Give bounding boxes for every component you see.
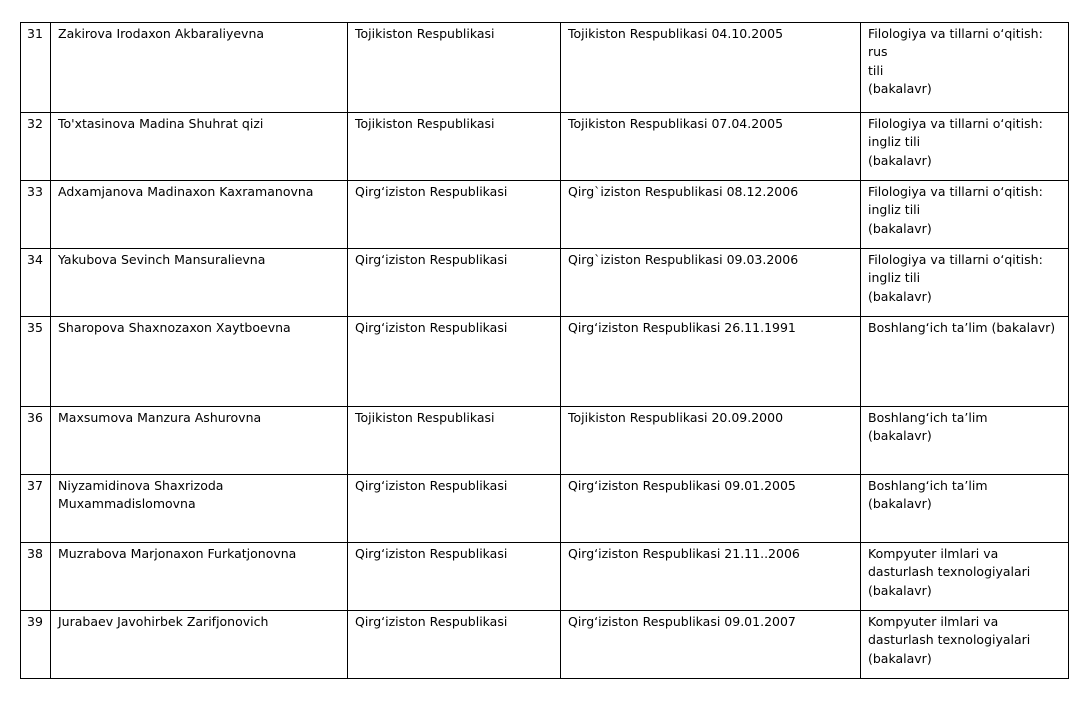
study-program-line: tili xyxy=(868,62,884,78)
table-row xyxy=(21,475,1069,543)
citizenship: Tojikiston Respublikasi xyxy=(348,407,561,475)
study-program-line: Boshlang‘ich ta’lim (bakalavr) xyxy=(868,320,1056,335)
study-program xyxy=(861,611,1069,679)
study-program-line: Filologiya va tillarni o‘qitish: rus xyxy=(868,26,1043,60)
student-name: To'xtasinova Madina Shuhrat qizi xyxy=(51,113,348,181)
birth-place-date: Tojikiston Respublikasi 07.04.2005 xyxy=(561,113,861,181)
row-number: 36 xyxy=(21,407,51,475)
citizenship: Qirg‘iziston Respublikasi xyxy=(348,181,561,249)
student-name: Zakirova Irodaxon Akbaraliyevna xyxy=(51,23,348,113)
row-number: 38 xyxy=(21,543,51,611)
study-program-line: Kompyuter ilmlari va xyxy=(868,546,999,561)
birth-place-date: Qirg`iziston Respublikasi 08.12.2006 xyxy=(561,181,861,249)
table-row xyxy=(21,543,1069,611)
study-program-line: ingliz tili xyxy=(868,270,921,286)
study-program xyxy=(861,23,1069,113)
table-row xyxy=(21,407,1069,475)
citizenship: Qirg‘iziston Respublikasi xyxy=(348,317,561,407)
row-number: 34 xyxy=(21,249,51,317)
citizenship: Qirg‘iziston Respublikasi xyxy=(348,543,561,611)
student-table-body xyxy=(21,23,1069,679)
table-row xyxy=(21,317,1069,407)
row-number: 37 xyxy=(21,475,51,543)
student-name: Niyzamidinova Shaxrizoda Muxammadislomovna xyxy=(51,475,348,543)
study-program xyxy=(861,181,1069,249)
birth-place-date: Qirg‘iziston Respublikasi 09.01.2005 xyxy=(561,475,861,543)
study-program-line: (bakalavr) xyxy=(868,152,932,168)
student-name: Muzrabova Marjonaxon Furkatjonovna xyxy=(51,543,348,611)
study-program xyxy=(861,113,1069,181)
study-program-line: dasturlash texnologiyalari xyxy=(868,632,1031,648)
table-row xyxy=(21,113,1069,181)
study-program xyxy=(861,543,1069,611)
citizenship: Tojikiston Respublikasi xyxy=(348,23,561,113)
birth-place-date: Qirg‘iziston Respublikasi 26.11.1991 xyxy=(561,317,861,407)
student-name: Maxsumova Manzura Ashurovna xyxy=(51,407,348,475)
citizenship: Qirg‘iziston Respublikasi xyxy=(348,475,561,543)
row-number: 33 xyxy=(21,181,51,249)
study-program-line: (bakalavr) xyxy=(868,582,932,598)
student-table xyxy=(20,22,1069,679)
birth-place-date: Qirg‘iziston Respublikasi 09.01.2007 xyxy=(561,611,861,679)
birth-place-date: Tojikiston Respublikasi 04.10.2005 xyxy=(561,23,861,113)
birth-place-date: Tojikiston Respublikasi 20.09.2000 xyxy=(561,407,861,475)
study-program-line: (bakalavr) xyxy=(868,650,932,666)
row-number: 31 xyxy=(21,23,51,113)
study-program-line: ingliz tili xyxy=(868,202,921,218)
student-name: Yakubova Sevinch Mansuralievna xyxy=(51,249,348,317)
study-program-line: dasturlash texnologiyalari xyxy=(868,564,1031,580)
table-row xyxy=(21,181,1069,249)
citizenship: Tojikiston Respublikasi xyxy=(348,113,561,181)
study-program xyxy=(861,407,1069,475)
study-program-line: Filologiya va tillarni o‘qitish: xyxy=(868,252,1043,267)
study-program-line: Boshlang‘ich ta’lim xyxy=(868,478,988,493)
study-program-line: (bakalavr) xyxy=(868,80,932,96)
table-row xyxy=(21,611,1069,679)
row-number: 39 xyxy=(21,611,51,679)
birth-place-date: Qirg`iziston Respublikasi 09.03.2006 xyxy=(561,249,861,317)
study-program xyxy=(861,249,1069,317)
study-program-line: Filologiya va tillarni o‘qitish: xyxy=(868,116,1043,131)
citizenship: Qirg‘iziston Respublikasi xyxy=(348,249,561,317)
study-program-line: Filologiya va tillarni o‘qitish: xyxy=(868,184,1043,199)
citizenship: Qirg‘iziston Respublikasi xyxy=(348,611,561,679)
study-program-line: (bakalavr) xyxy=(868,220,932,236)
student-name: Jurabaev Javohirbek Zarifjonovich xyxy=(51,611,348,679)
study-program-line: Boshlang‘ich ta’lim xyxy=(868,410,988,425)
birth-place-date: Qirg‘iziston Respublikasi 21.11..2006 xyxy=(561,543,861,611)
student-name: Adxamjanova Madinaxon Kaxramanovna xyxy=(51,181,348,249)
study-program-line: (bakalavr) xyxy=(868,428,932,444)
study-program-line: ingliz tili xyxy=(868,134,921,150)
study-program-line: (bakalavr) xyxy=(868,288,932,304)
table-row xyxy=(21,249,1069,317)
row-number: 32 xyxy=(21,113,51,181)
study-program xyxy=(861,317,1069,407)
study-program-line: Kompyuter ilmlari va xyxy=(868,614,999,629)
table-row xyxy=(21,23,1069,113)
student-name: Sharopova Shaxnozaxon Xaytboevna xyxy=(51,317,348,407)
row-number: 35 xyxy=(21,317,51,407)
study-program-line: (bakalavr) xyxy=(868,496,932,512)
study-program xyxy=(861,475,1069,543)
